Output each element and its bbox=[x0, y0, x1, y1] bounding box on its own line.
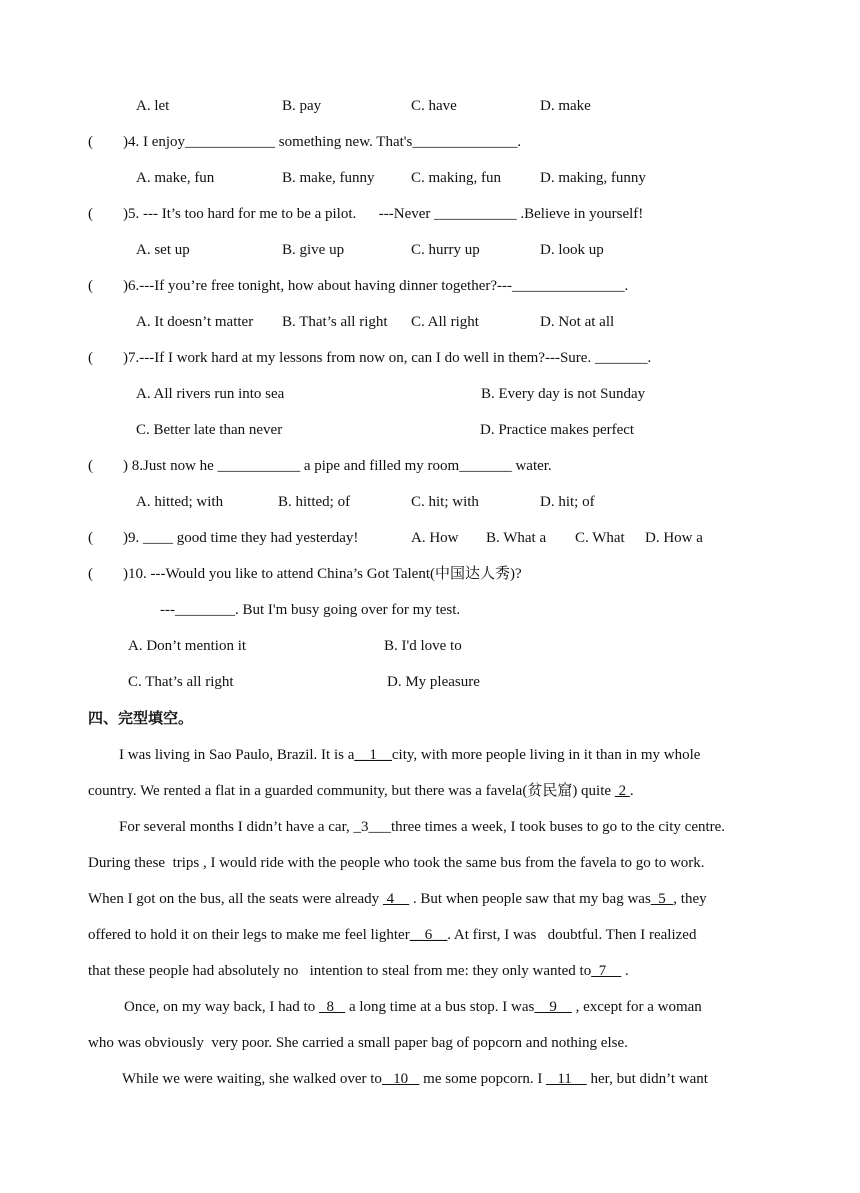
q5-option-b: B. give up bbox=[282, 242, 345, 258]
q4-option-a: A. make, fun bbox=[136, 170, 215, 186]
blank-4: 4 bbox=[382, 891, 410, 907]
q5-option-d: D. look up bbox=[540, 242, 604, 258]
q9-option-b: B. What a bbox=[486, 530, 547, 546]
passage-line: During these trips , I would ride with the people who took the same bus from the favela to go to work. bbox=[88, 855, 705, 871]
q10-reply: ---________. But I'm busy going over for my test. bbox=[160, 602, 461, 618]
blank-3: _3___ bbox=[353, 819, 391, 835]
blank-7: 7 bbox=[591, 963, 622, 979]
q5-option-a: A. set up bbox=[136, 242, 190, 258]
q7-option-a: A. All rivers run into sea bbox=[136, 386, 285, 402]
q7-stem: ( )7.---If I work hard at my lessons from now on, can I do well in them?---Sure. _______. bbox=[88, 350, 652, 366]
q8-option-a: A. hitted; with bbox=[136, 494, 224, 510]
q7-option-b: B. Every day is not Sunday bbox=[481, 386, 646, 402]
q4-stem: ( )4. I enjoy____________ something new. That's______________. bbox=[88, 134, 522, 150]
passage-line: offered to hold it on their legs to make me feel lighter__6__. At first, I was doubtful. Then I realized bbox=[88, 927, 697, 943]
passage-line: Once, on my way back, I had to 8 a long time at a bus stop. I was 9 , except for a woman bbox=[124, 999, 702, 1015]
q5-stem: ( )5. --- It’s too hard for me to be a pilot. ---Never ___________ .Believe in yourself! bbox=[88, 206, 644, 222]
blank-1: __1__ bbox=[354, 747, 392, 763]
q10-option-d: D. My pleasure bbox=[387, 674, 480, 690]
q3-option-b: B. pay bbox=[282, 98, 322, 114]
q7-option-c: C. Better late than never bbox=[136, 422, 283, 438]
passage-line: I was living in Sao Paulo, Brazil. It is a__1__city, with more people living in it than in my whole bbox=[119, 747, 701, 763]
q10-stem: ( )10. ---Would you like to attend China’s Got Talent(中国达人秀)? bbox=[88, 566, 522, 582]
blank-6: __6__ bbox=[409, 927, 448, 943]
q6-option-d: D. Not at all bbox=[540, 314, 615, 330]
q3-option-a: A. let bbox=[136, 98, 170, 114]
q9-option-d: D. How a bbox=[645, 530, 703, 546]
q4-option-b: B. make, funny bbox=[282, 170, 375, 186]
blank-9: 9 bbox=[534, 999, 572, 1015]
q10-option-c: C. That’s all right bbox=[128, 674, 234, 690]
q9-option-c: C. What bbox=[575, 530, 625, 546]
q7-option-d: D. Practice makes perfect bbox=[480, 422, 635, 438]
q6-option-a: A. It doesn’t matter bbox=[136, 314, 254, 330]
q3-option-c: C. have bbox=[411, 98, 457, 114]
q4-option-d: D. making, funny bbox=[540, 170, 646, 186]
q6-stem: ( )6.---If you’re free tonight, how about having dinner together?---_______________. bbox=[88, 278, 629, 294]
passage-line: For several months I didn’t have a car, _3___three times a week, I took buses to go to the city centre. bbox=[119, 819, 726, 835]
blank-2: 2 bbox=[614, 783, 630, 799]
q5-option-c: C. hurry up bbox=[411, 242, 480, 258]
passage-line: While we were waiting, she walked over to 10 me some popcorn. I 11 her, but didn’t want bbox=[122, 1071, 708, 1087]
q8-option-b: B. hitted; of bbox=[278, 494, 351, 510]
q9-stem: ( )9. ____ good time they had yesterday! bbox=[88, 530, 359, 546]
q6-option-c: C. All right bbox=[411, 314, 479, 330]
q8-option-d: D. hit; of bbox=[540, 494, 595, 510]
q6-option-b: B. That’s all right bbox=[282, 314, 388, 330]
q4-option-c: C. making, fun bbox=[411, 170, 501, 186]
q10-option-b: B. I'd love to bbox=[384, 638, 462, 654]
passage-line: who was obviously very poor. She carried a small paper bag of popcorn and nothing else. bbox=[88, 1035, 628, 1051]
passage-line: country. We rented a flat in a guarded community, but there was a favela(贫民窟) quite 2 . bbox=[88, 783, 634, 799]
blank-5: 5 bbox=[650, 891, 674, 907]
q9-option-a: A. How bbox=[411, 530, 459, 546]
q8-option-c: C. hit; with bbox=[411, 494, 479, 510]
passage-line: When I got on the bus, all the seats were already 4 . But when people saw that my bag was 5 , they bbox=[88, 891, 707, 907]
passage-line: that these people had absolutely no intention to steal from me: they only wanted to 7 . bbox=[88, 963, 629, 979]
blank-8: 8 bbox=[318, 999, 346, 1015]
q10-option-a: A. Don’t mention it bbox=[128, 638, 247, 654]
blank-10: 10 bbox=[381, 1071, 420, 1087]
q3-option-d: D. make bbox=[540, 98, 591, 114]
section-heading: 四、完型填空。 bbox=[88, 709, 194, 727]
blank-11: 11 bbox=[546, 1071, 587, 1087]
q8-stem: ( ) 8.Just now he ___________ a pipe and filled my room_______ water. bbox=[88, 458, 552, 474]
